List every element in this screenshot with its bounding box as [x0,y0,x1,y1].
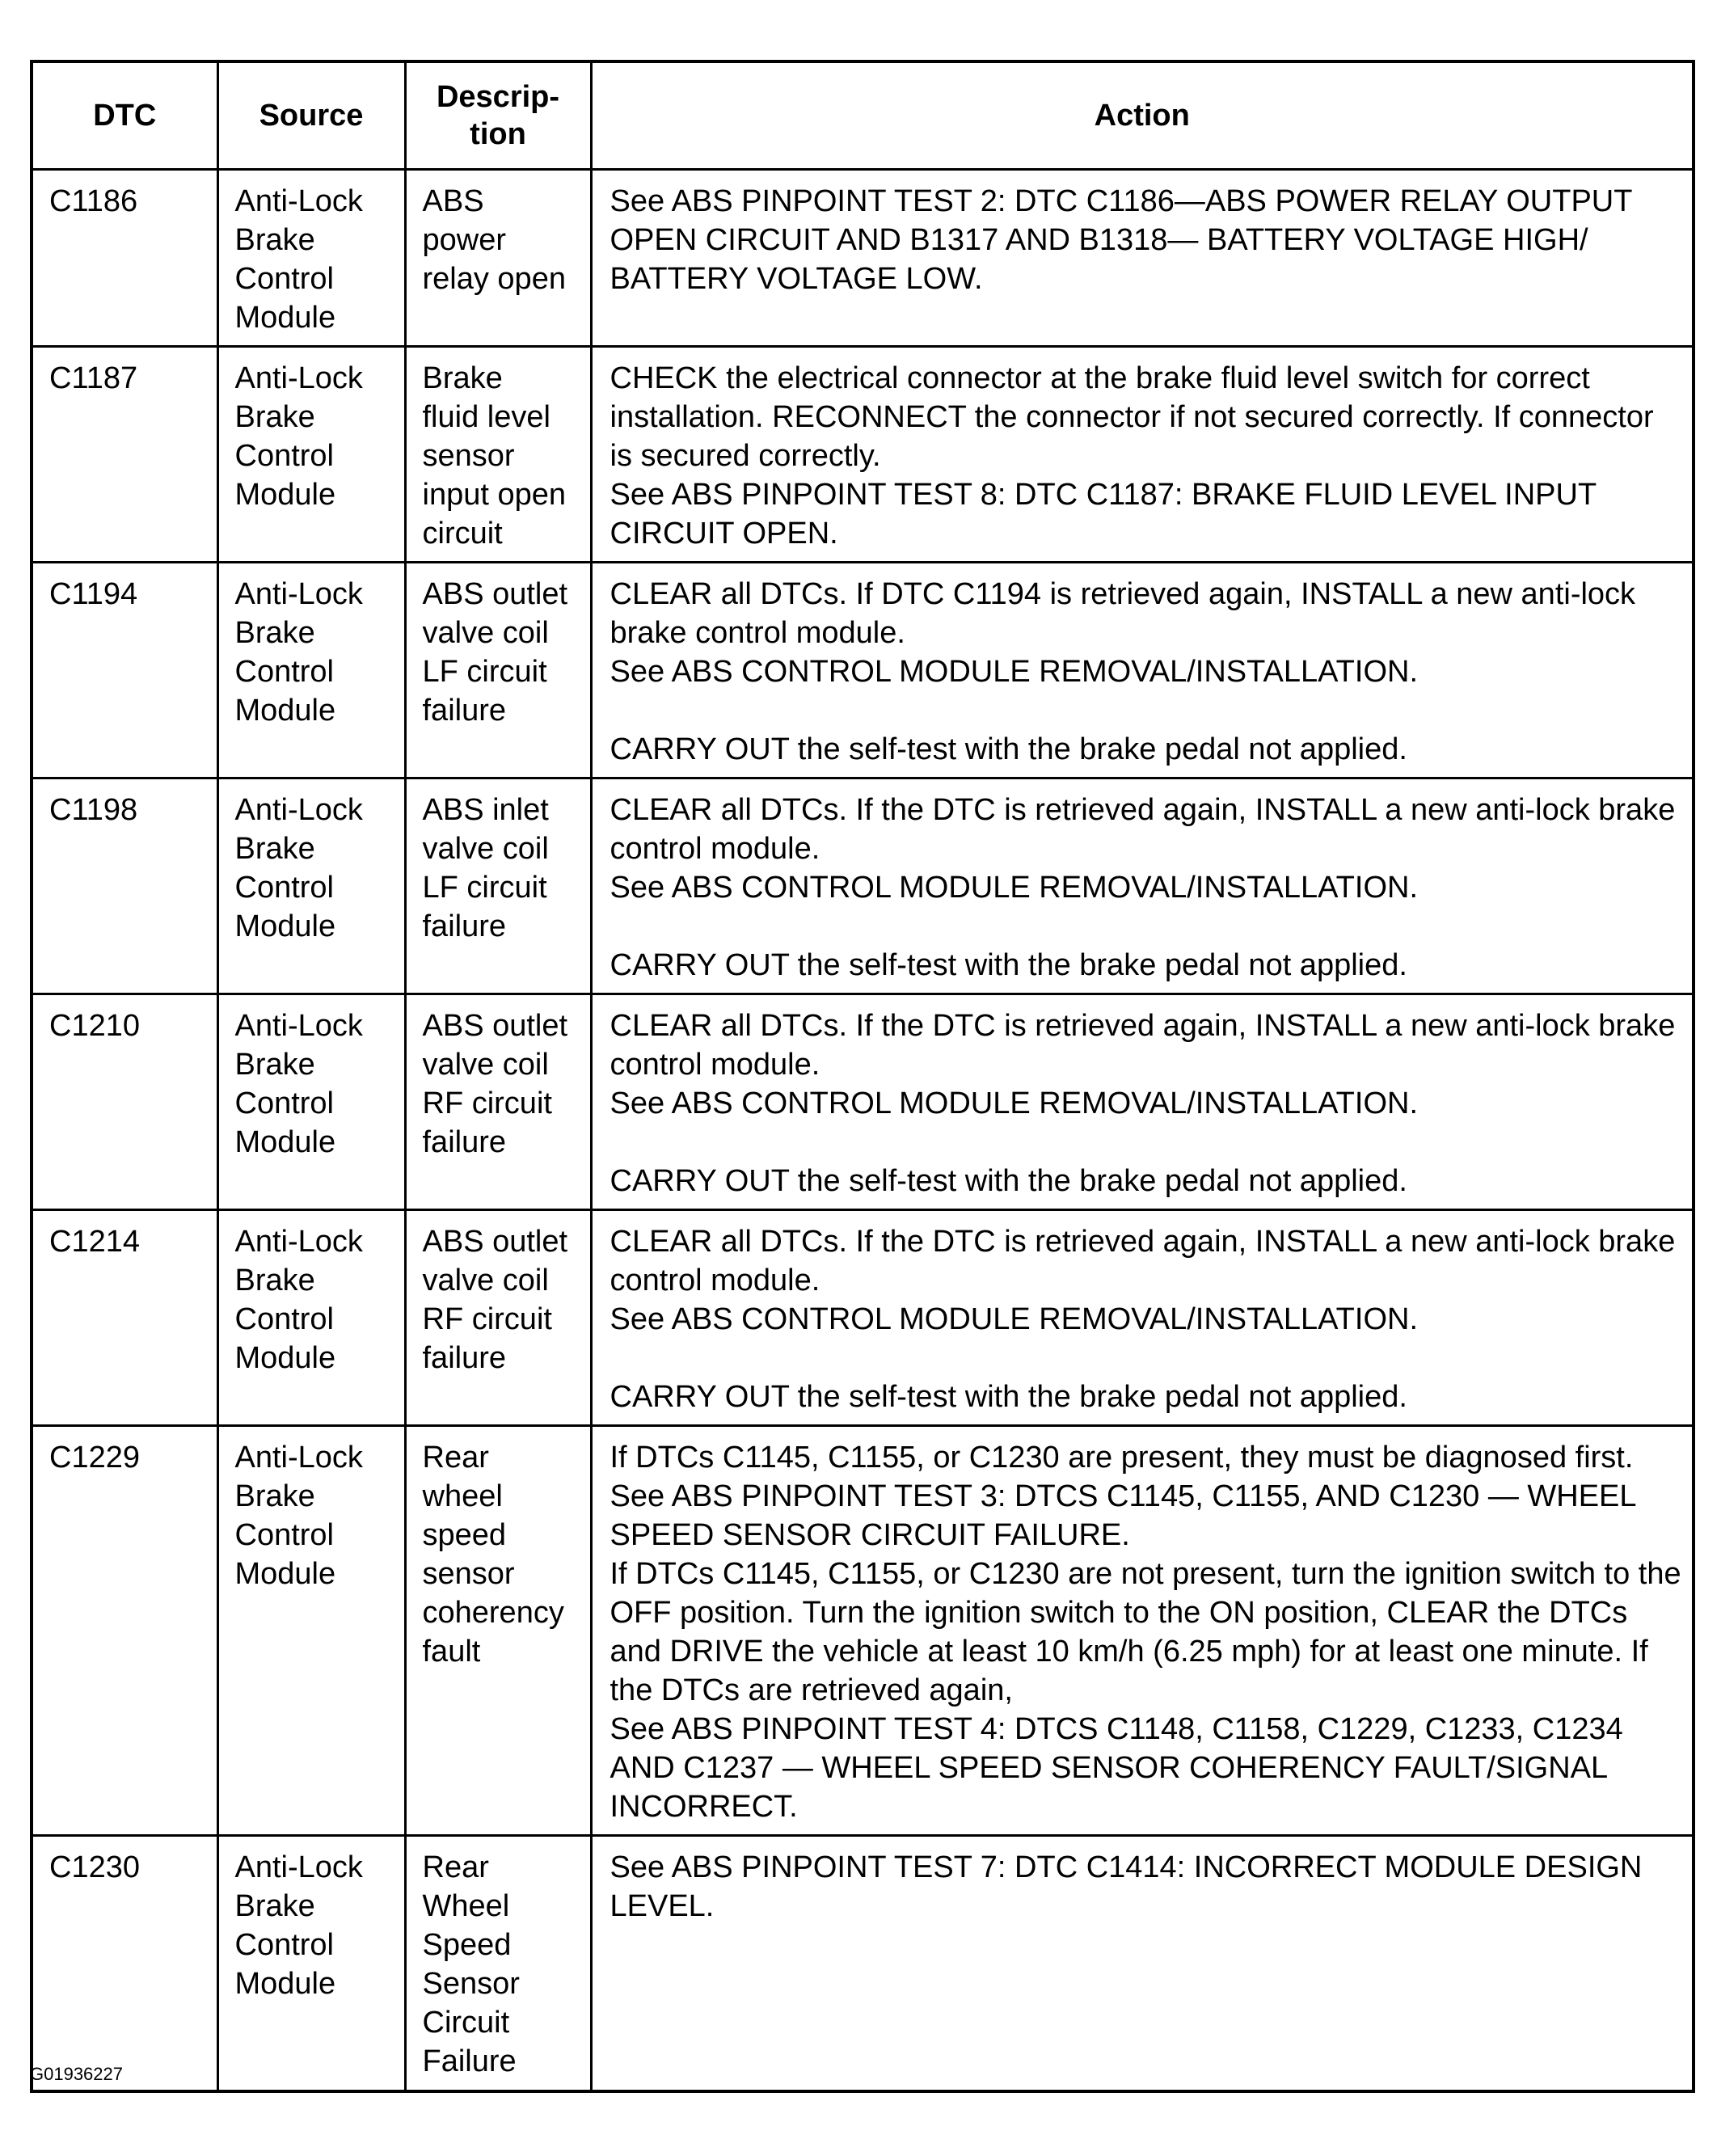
source-cell: Anti-Lock Brake Control Module [217,994,405,1210]
action-paragraph: CLEAR all DTCs. If the DTC is retrieved again, INSTALL a new anti-lock brake control module. [610,1009,1684,1082]
action-paragraph: If DTCs C1145, C1155, or C1230 are not present, turn the ignition switch to the OFF position. Turn the ignition switch to the ON position, CLEAR the DTCs and DRIVE the vehicle at least 10 km/h (6.25 mph) for at least one minute. If the DTCs are retrieved again, [610,1557,1690,1707]
table-row [32,1426,1694,1836]
figure-id: G01936227 [30,2064,123,2084]
action-paragraph: See ABS CONTROL MODULE REMOVAL/INSTALLATION. [610,655,1419,689]
action-spacer [610,691,1683,730]
action-paragraph: See ABS PINPOINT TEST 8: DTC C1187: BRAKE FLUID LEVEL INPUT CIRCUIT OPEN. [610,478,1605,551]
dtc-table-container [30,60,1692,2093]
source-cell: Anti-Lock Brake Control Module [217,778,405,994]
action-spacer [610,907,1683,946]
source-cell: Anti-Lock Brake Control Module [217,170,405,347]
header-source: Source [217,61,405,170]
description-cell: ABS outlet valve coil RF circuit failure [405,1210,591,1426]
action-cell [591,563,1694,778]
header-dtc: DTC [32,61,217,170]
action-paragraph: See ABS CONTROL MODULE REMOVAL/INSTALLATION. [610,1086,1419,1120]
description-cell: ABS outlet valve coil LF circuit failure [405,563,591,778]
source-cell: Anti-Lock Brake Control Module [217,1426,405,1836]
action-paragraph: CARRY OUT the self-test with the brake pedal not applied. [610,948,1407,982]
action-paragraph: CARRY OUT the self-test with the brake pedal not applied. [610,732,1407,766]
action-paragraph: See ABS PINPOINT TEST 2: DTC C1186—ABS POWER RELAY OUTPUT OPEN CIRCUIT AND B1317 AND B1318— BATTERY VOLTAGE HIGH/ BATTERY VOLTAGE LOW. [610,184,1641,296]
table-row [32,347,1694,563]
action-paragraph: CHECK the electrical connector at the brake fluid level switch for correct installation. RECONNECT the connector if not secured correctly. If connector is secured correctly. [610,361,1663,473]
source-cell: Anti-Lock Brake Control Module [217,1836,405,2091]
action-paragraph: CARRY OUT the self-test with the brake pedal not applied. [610,1164,1407,1198]
table-row [32,778,1694,994]
header-description: Descrip- tion [405,61,591,170]
description-cell: ABS inlet valve coil LF circuit failure [405,778,591,994]
action-paragraph: See ABS CONTROL MODULE REMOVAL/INSTALLATION. [610,1302,1419,1336]
dtc-code-cell: C1210 [32,994,217,1210]
dtc-code-cell: C1229 [32,1426,217,1836]
dtc-code-cell: C1186 [32,170,217,347]
source-cell: Anti-Lock Brake Control Module [217,1210,405,1426]
table-header-row [32,61,1694,170]
table-row [32,563,1694,778]
action-paragraph: CLEAR all DTCs. If the DTC is retrieved again, INSTALL a new anti-lock brake control module. [610,793,1684,866]
action-spacer [610,1123,1683,1162]
description-cell: ABS power relay open [405,170,591,347]
dtc-code-cell: C1230 [32,1836,217,2091]
action-paragraph: See ABS PINPOINT TEST 3: DTCS C1145, C1155, AND C1230 — WHEEL SPEED SENSOR CIRCUIT FAILURE. [610,1479,1644,1552]
action-cell [591,1426,1694,1836]
action-paragraph: See ABS CONTROL MODULE REMOVAL/INSTALLATION. [610,871,1419,905]
header-action: Action [591,61,1694,170]
action-cell [591,347,1694,563]
description-cell: Rear Wheel Speed Sensor Circuit Failure [405,1836,591,2091]
dtc-code-cell: C1214 [32,1210,217,1426]
source-cell: Anti-Lock Brake Control Module [217,563,405,778]
action-paragraph: See ABS PINPOINT TEST 7: DTC C1414: INCORRECT MODULE DESIGN LEVEL. [610,1850,1651,1923]
dtc-code-cell: C1198 [32,778,217,994]
table-row [32,170,1694,347]
dtc-code-cell: C1187 [32,347,217,563]
action-cell [591,170,1694,347]
dtc-table [30,60,1695,2093]
source-cell: Anti-Lock Brake Control Module [217,347,405,563]
description-cell: Rear wheel speed sensor coherency fault [405,1426,591,1836]
action-cell [591,1836,1694,2091]
action-cell [591,1210,1694,1426]
dtc-code-cell: C1194 [32,563,217,778]
action-cell [591,778,1694,994]
description-cell: Brake fluid level sensor input open circuit [405,347,591,563]
action-cell [591,994,1694,1210]
table-row [32,994,1694,1210]
action-paragraph: CLEAR all DTCs. If DTC C1194 is retrieved again, INSTALL a new anti-lock brake control module. [610,577,1644,650]
description-cell: ABS outlet valve coil RF circuit failure [405,994,591,1210]
table-row [32,1210,1694,1426]
action-paragraph: CLEAR all DTCs. If the DTC is retrieved again, INSTALL a new anti-lock brake control module. [610,1225,1684,1297]
table-row [32,1836,1694,2091]
action-paragraph: See ABS PINPOINT TEST 4: DTCS C1148, C1158, C1229, C1233, C1234 AND C1237 — WHEEL SPEED SENSOR COHERENCY FAULT/SIGNAL INCORRECT. [610,1712,1630,1824]
table-body [32,170,1694,2091]
action-paragraph: CARRY OUT the self-test with the brake pedal not applied. [610,1380,1407,1414]
action-spacer [610,1339,1683,1378]
action-paragraph: If DTCs C1145, C1155, or C1230 are present, they must be diagnosed first. [610,1441,1634,1475]
